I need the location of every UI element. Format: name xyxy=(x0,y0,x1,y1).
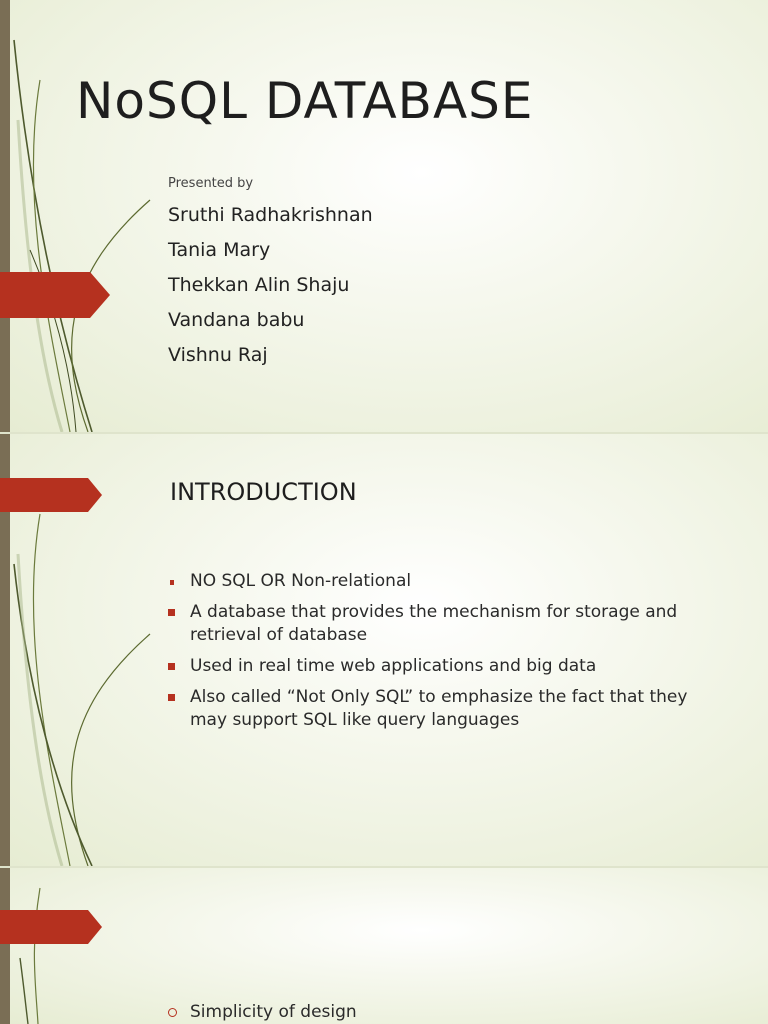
bullet-item: Also called “Not Only SQL” to emphasize the fact that they may support SQL like query languages xyxy=(168,686,728,732)
presenter-name: Vishnu Raj xyxy=(168,344,268,366)
bullet-item: Used in real time web applications and big data xyxy=(168,655,728,678)
bullet-list xyxy=(168,1002,357,1022)
bullet-item: NO SQL OR Non-relational xyxy=(168,570,728,593)
bullet-square-icon xyxy=(168,663,175,670)
bullet-circle-icon xyxy=(168,1008,177,1017)
slide-2 xyxy=(0,434,768,866)
slide-title: NoSQL DATABASE xyxy=(76,72,534,130)
bullet-square-icon xyxy=(168,694,175,701)
presenter-name: Tania Mary xyxy=(168,239,271,261)
presenter-list xyxy=(168,200,373,375)
decorative-curves xyxy=(0,0,160,432)
slide-3 xyxy=(0,868,768,1024)
bullet-square-icon xyxy=(170,580,174,585)
presenter-name: Thekkan Alin Shaju xyxy=(168,274,350,296)
slide-title: INTRODUCTION xyxy=(170,478,357,506)
bullet-item: A database that provides the mechanism for storage and retrieval of database xyxy=(168,601,728,647)
accent-tab xyxy=(0,910,102,944)
presented-by-label: Presented by xyxy=(168,176,254,191)
accent-tab xyxy=(0,478,102,512)
decorative-curves xyxy=(0,868,160,1024)
accent-tab xyxy=(0,272,110,318)
bullet-square-icon xyxy=(168,609,175,616)
presenter-name: Sruthi Radhakrishnan xyxy=(168,204,373,226)
slide-1 xyxy=(0,0,768,432)
presenter-name: Vandana babu xyxy=(168,309,305,331)
bullet-list xyxy=(168,570,728,740)
bullet-item: Simplicity of design xyxy=(168,1002,357,1022)
